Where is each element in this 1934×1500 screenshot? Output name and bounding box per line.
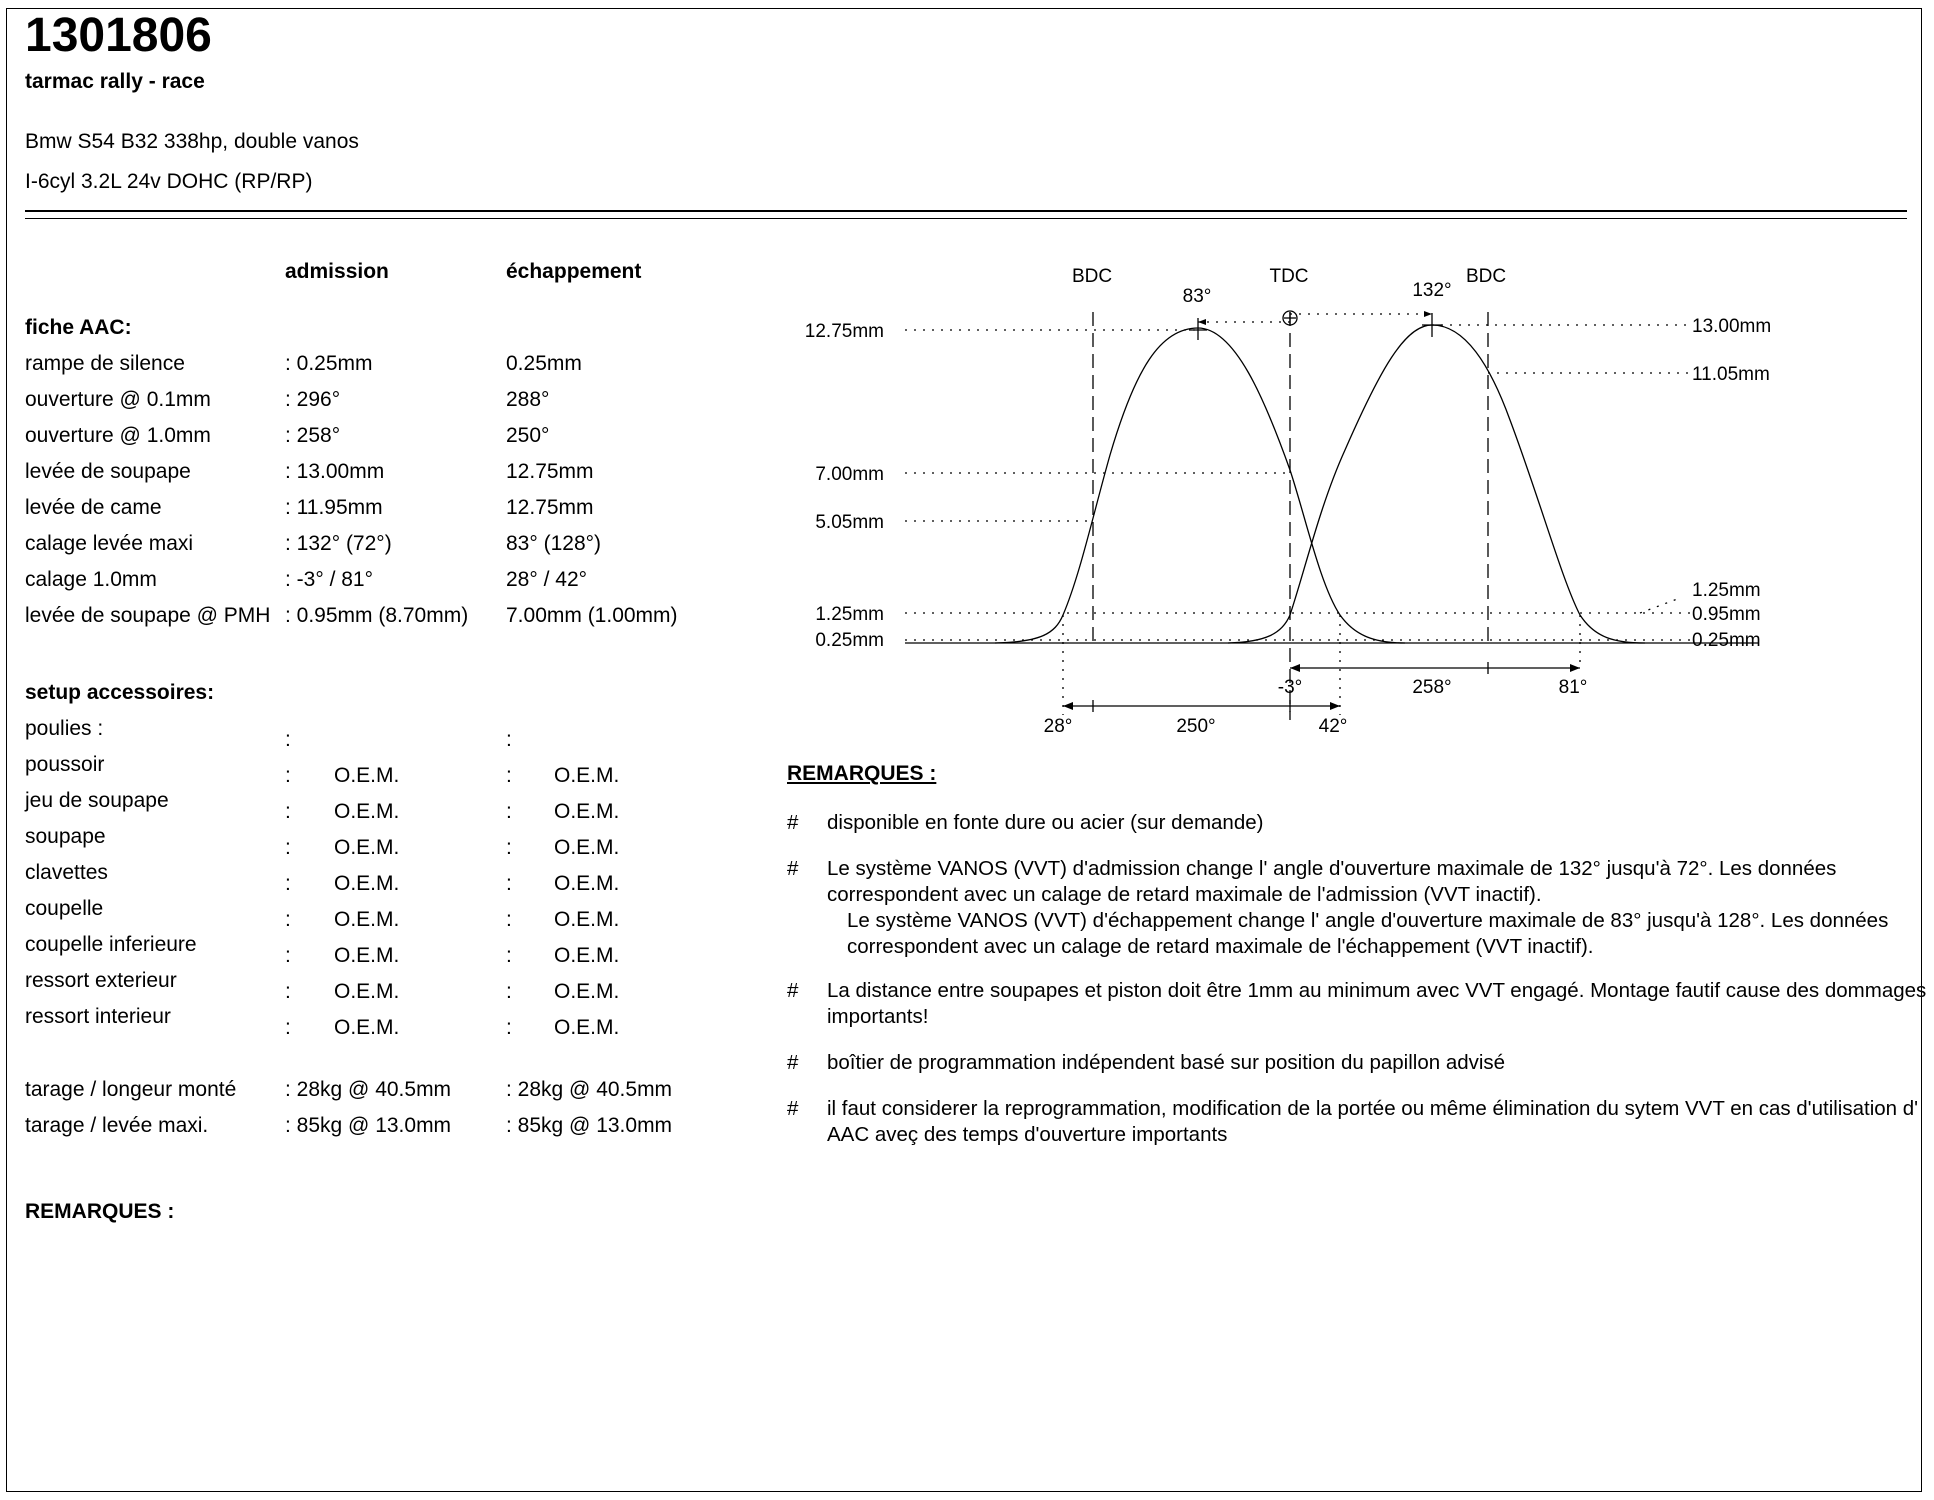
- setup-admission: O.E.M.: [334, 872, 400, 895]
- engine-configuration: I-6cyl 3.2L 24v DOHC (RP/RP): [25, 170, 313, 193]
- label-intake-close: 81°: [1558, 677, 1588, 698]
- setup-sep: :: [506, 728, 512, 751]
- setup-sep: :: [506, 908, 512, 931]
- remark-text: La distance entre soupapes et piston doit être 1mm au minimum avec VVT engagé. Montage fautif cause des dommages importants!: [827, 979, 1927, 1028]
- spec-admission: : -3° / 81°: [285, 568, 373, 591]
- label-lift-1105: 11.05mm: [1692, 364, 1770, 385]
- spec-admission: : 258°: [285, 424, 341, 447]
- remarks-bottom-title: REMARQUES :: [25, 1200, 175, 1223]
- setup-echappement: O.E.M.: [554, 944, 620, 967]
- setup-admission: O.E.M.: [334, 944, 400, 967]
- section-title-fiche-aac: fiche AAC:: [25, 316, 132, 339]
- header-rule-thin: [25, 218, 1907, 219]
- label-peak-intake: 132°: [1412, 280, 1452, 301]
- label-intake-duration: 258°: [1412, 677, 1452, 698]
- setup-sep: :: [285, 728, 291, 751]
- tarage-admission: : 85kg @ 13.0mm: [285, 1114, 452, 1137]
- spec-echappement: 250°: [506, 424, 550, 447]
- setup-sep: :: [285, 1016, 291, 1039]
- tarage-echappement: : 28kg @ 40.5mm: [506, 1078, 673, 1101]
- setup-echappement: O.E.M.: [554, 800, 620, 823]
- spec-echappement: 12.75mm: [506, 496, 594, 519]
- spec-admission: : 11.95mm: [285, 496, 383, 519]
- label-intake-open: -3°: [1277, 677, 1303, 698]
- label-bdc-right: BDC: [1465, 266, 1507, 287]
- setup-sep: :: [506, 944, 512, 967]
- spec-label: calage 1.0mm: [25, 568, 157, 591]
- setup-label: soupape: [25, 825, 106, 848]
- setup-echappement: O.E.M.: [554, 836, 620, 859]
- label-exhaust-close: 42°: [1318, 716, 1348, 737]
- part-number: 1301806: [25, 9, 212, 62]
- tarage-admission: : 28kg @ 40.5mm: [285, 1078, 452, 1101]
- column-header-admission: admission: [285, 260, 389, 283]
- setup-label: coupelle: [25, 897, 104, 920]
- setup-admission: O.E.M.: [334, 908, 400, 931]
- exhaust-lift-curve: [995, 328, 1405, 643]
- label-lift-125-left: 1.25mm: [815, 604, 884, 625]
- spec-label: levée de soupape @ PMH: [25, 604, 271, 627]
- spec-echappement: 12.75mm: [506, 460, 594, 483]
- setup-label: jeu de soupape: [25, 789, 169, 812]
- right-125-leader: [1640, 598, 1680, 613]
- setup-sep: :: [506, 836, 512, 859]
- setup-label: ressort exterieur: [25, 969, 177, 992]
- setup-label: clavettes: [25, 861, 108, 884]
- setup-admission: O.E.M.: [334, 980, 400, 1003]
- label-lift-700: 7.00mm: [815, 464, 884, 485]
- label-lift-095-right: 0.95mm: [1692, 604, 1761, 625]
- setup-echappement: O.E.M.: [554, 764, 620, 787]
- remark-text: il faut considerer la reprogrammation, modification de la portée ou même élimination du sytem VVT en cas d'utilisation d' AAC aveç des temps d'ouverture importants: [827, 1097, 1919, 1146]
- label-lift-1300: 13.00mm: [1692, 316, 1772, 337]
- setup-label: ressort interieur: [25, 1005, 171, 1028]
- setup-sep: :: [285, 908, 291, 931]
- setup-label: coupelle inferieure: [25, 933, 197, 956]
- label-lift-025-right: 0.25mm: [1692, 630, 1761, 651]
- header-rule-thick: [25, 210, 1907, 212]
- spec-label: ouverture @ 1.0mm: [25, 424, 211, 447]
- setup-sep: :: [285, 800, 291, 823]
- remarks-title: REMARQUES :: [787, 762, 937, 785]
- spec-label: levée de came: [25, 496, 162, 519]
- spec-admission: : 0.25mm: [285, 352, 373, 375]
- label-lift-1275: 12.75mm: [804, 321, 884, 342]
- section-title-setup: setup accessoires:: [25, 681, 215, 704]
- setup-sep: :: [506, 764, 512, 787]
- spec-admission: : 0.95mm (8.70mm): [285, 604, 469, 627]
- remark-text: boîtier de programmation indépendent basé sur position du papillon advisé: [827, 1051, 1506, 1074]
- engine-description: Bmw S54 B32 338hp, double vanos: [25, 130, 359, 153]
- setup-sep: :: [506, 872, 512, 895]
- spec-echappement: 0.25mm: [506, 352, 582, 375]
- spec-label: rampe de silence: [25, 352, 185, 375]
- remark-text: disponible en fonte dure ou acier (sur demande): [827, 811, 1264, 834]
- setup-label-poulies: poulies :: [25, 717, 104, 740]
- remark-bullet: #: [787, 857, 799, 880]
- label-tdc: TDC: [1269, 266, 1309, 287]
- spec-label: levée de soupape: [25, 460, 191, 483]
- tarage-echappement: : 85kg @ 13.0mm: [506, 1114, 673, 1137]
- label-exhaust-open: 28°: [1043, 716, 1073, 737]
- column-header-echappement: échappement: [506, 260, 642, 283]
- setup-echappement: O.E.M.: [554, 872, 620, 895]
- setup-echappement: O.E.M.: [554, 1016, 620, 1039]
- setup-sep: :: [285, 872, 291, 895]
- spec-echappement: 83° (128°): [506, 532, 602, 555]
- application-subtitle: tarmac rally - race: [25, 70, 205, 93]
- setup-sep: :: [285, 944, 291, 967]
- label-lift-125-right: 1.25mm: [1692, 580, 1761, 601]
- remark-text-container: [827, 856, 1927, 960]
- label-exhaust-duration: 250°: [1176, 716, 1216, 737]
- spec-echappement: 28° / 42°: [506, 568, 588, 591]
- setup-admission: O.E.M.: [334, 836, 400, 859]
- setup-sep: :: [285, 980, 291, 1003]
- setup-sep: :: [285, 836, 291, 859]
- setup-sep: :: [285, 764, 291, 787]
- spec-label: calage levée maxi: [25, 532, 194, 555]
- remark-bullet: #: [787, 1097, 799, 1120]
- setup-admission: O.E.M.: [334, 764, 400, 787]
- label-lift-025-left: 0.25mm: [815, 630, 884, 651]
- setup-sep: :: [506, 1016, 512, 1039]
- spec-label: ouverture @ 0.1mm: [25, 388, 211, 411]
- setup-sep: :: [506, 980, 512, 1003]
- label-lift-505: 5.05mm: [815, 512, 884, 533]
- label-bdc-left: BDC: [1071, 266, 1113, 287]
- tarage-label: tarage / longeur monté: [25, 1078, 237, 1101]
- remark-bullet: #: [787, 979, 799, 1002]
- spec-admission: : 13.00mm: [285, 460, 385, 483]
- setup-admission: O.E.M.: [334, 1016, 400, 1039]
- remark-subtext: Le système VANOS (VVT) d'échappement change l' angle d'ouverture maximale de 83° jusqu'à 128°. Les données correspondent avec un calage de retard maximale de l'échappement (VVT inactif).: [847, 909, 1889, 958]
- remark-text: Le système VANOS (VVT) d'admission change l' angle d'ouverture maximale de 132° jusqu'à 72°. Les données correspondent avec un calage de retard maximale de l'admission (VVT inactif).: [827, 857, 1837, 906]
- setup-sep: :: [506, 800, 512, 823]
- setup-echappement: O.E.M.: [554, 908, 620, 931]
- setup-echappement: O.E.M.: [554, 980, 620, 1003]
- valve-timing-diagram: [790, 250, 1790, 750]
- spec-echappement: 288°: [506, 388, 550, 411]
- spec-echappement: 7.00mm (1.00mm): [506, 604, 678, 627]
- spec-admission: : 132° (72°): [285, 532, 392, 555]
- page-frame: [6, 8, 1922, 1492]
- setup-label: poussoir: [25, 753, 105, 776]
- setup-admission: O.E.M.: [334, 800, 400, 823]
- remark-bullet: #: [787, 811, 799, 834]
- remark-bullet: #: [787, 1051, 799, 1074]
- tarage-label: tarage / levée maxi.: [25, 1114, 209, 1137]
- spec-admission: : 296°: [285, 388, 341, 411]
- label-peak-exhaust: 83°: [1182, 286, 1212, 307]
